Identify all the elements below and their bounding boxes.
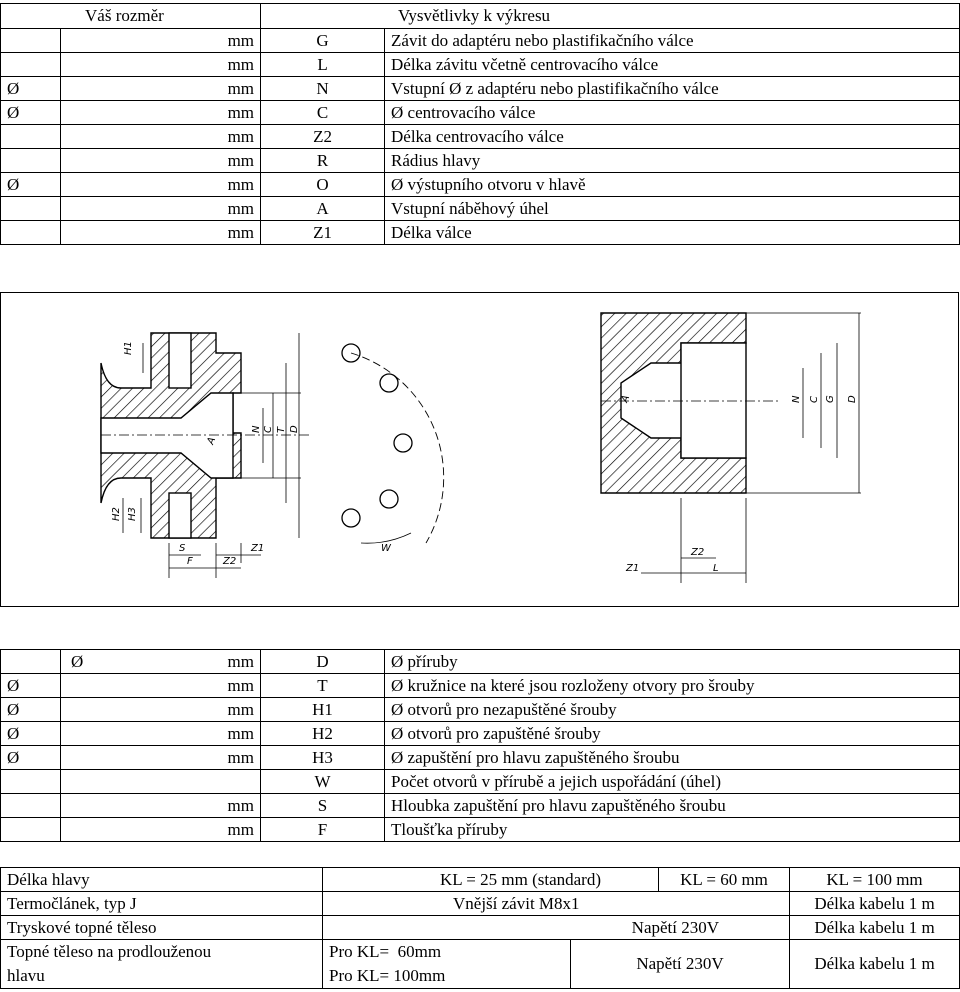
table-row bbox=[1, 818, 960, 842]
unit-cell: mm bbox=[61, 173, 261, 197]
thermocouple-thread: Vnější závit M8x1 bbox=[323, 892, 790, 916]
flange-dimension-table bbox=[0, 649, 960, 842]
description-cell: Závit do adaptéru nebo plastifikačního válce bbox=[385, 29, 960, 53]
diameter-cell bbox=[1, 125, 61, 149]
extended-head-cable: Délka kabelu 1 m bbox=[790, 940, 960, 989]
nozzle-heater-label: Tryskové topné těleso bbox=[1, 916, 323, 940]
unit-cell: mm bbox=[61, 101, 261, 125]
diameter-cell bbox=[1, 794, 61, 818]
code-cell: R bbox=[261, 149, 385, 173]
table-row bbox=[1, 125, 960, 149]
description-cell: Rádius hlavy bbox=[385, 149, 960, 173]
head-length-label: Délka hlavy bbox=[1, 868, 323, 892]
table-row bbox=[1, 746, 960, 770]
description-cell: Ø příruby bbox=[385, 650, 960, 674]
description-cell: Ø zapuštění pro hlavu zapuštěného šroubu bbox=[385, 746, 960, 770]
extended-head-voltage: Napětí 230V bbox=[571, 940, 790, 989]
unit-cell: mm bbox=[61, 698, 261, 722]
table-row bbox=[1, 770, 960, 794]
nozzle-heater-cable: Délka kabelu 1 m bbox=[790, 916, 960, 940]
description-cell: Ø otvorů pro nezapuštěné šrouby bbox=[385, 698, 960, 722]
thermocouple-cable: Délka kabelu 1 m bbox=[790, 892, 960, 916]
table-row bbox=[1, 77, 960, 101]
label-h2: H2 bbox=[111, 507, 122, 521]
label-s: S bbox=[179, 543, 186, 554]
code-cell: A bbox=[261, 197, 385, 221]
label-h1: H1 bbox=[123, 341, 134, 355]
label-z1-right: Z1 bbox=[626, 563, 640, 574]
unit-cell: mm bbox=[61, 818, 261, 842]
diameter-cell bbox=[1, 197, 61, 221]
label-w: W bbox=[381, 543, 391, 554]
description-cell: Délka válce bbox=[385, 221, 960, 245]
code-cell: G bbox=[261, 29, 385, 53]
top-dimension-table bbox=[0, 3, 960, 245]
kl-100-length: Pro KL= 100mm bbox=[329, 966, 446, 985]
label-c-right: C bbox=[809, 396, 820, 403]
table-row bbox=[1, 722, 960, 746]
table-row bbox=[1, 698, 960, 722]
technical-drawing bbox=[0, 292, 959, 607]
label-z2: Z2 bbox=[223, 556, 237, 567]
description-cell: Ø centrovacího válce bbox=[385, 101, 960, 125]
unit-cell: mm bbox=[61, 77, 261, 101]
description-cell: Délka centrovacího válce bbox=[385, 125, 960, 149]
description-cell: Ø výstupního otvoru v hlavě bbox=[385, 173, 960, 197]
diameter-cell bbox=[1, 53, 61, 77]
table-row bbox=[1, 29, 960, 53]
label-c: C bbox=[263, 426, 274, 433]
table-row bbox=[1, 916, 960, 940]
unit-cell: mm bbox=[61, 722, 261, 746]
thermocouple-label: Termočlánek, typ J bbox=[1, 892, 323, 916]
bolt-hole bbox=[394, 434, 412, 452]
extended-head-kl-cell bbox=[323, 940, 571, 989]
code-cell: S bbox=[261, 794, 385, 818]
bolt-circle-view bbox=[342, 344, 444, 543]
flange-section-view bbox=[101, 333, 311, 578]
code-cell: D bbox=[261, 650, 385, 674]
unit-cell: mm bbox=[61, 221, 261, 245]
code-cell: O bbox=[261, 173, 385, 197]
label-d: D bbox=[289, 425, 300, 433]
drawing-svg bbox=[1, 293, 958, 606]
diameter-cell: Ø bbox=[1, 722, 61, 746]
header-your-dimension: Váš rozměr bbox=[1, 4, 261, 29]
unit-cell bbox=[61, 770, 261, 794]
diameter-cell bbox=[1, 29, 61, 53]
description-cell: Vstupní Ø z adaptéru nebo plastifikačního válce bbox=[385, 77, 960, 101]
unit-cell: mm bbox=[61, 53, 261, 77]
label-h3: H3 bbox=[127, 507, 138, 521]
bolt-hole bbox=[342, 509, 360, 527]
diameter-cell bbox=[1, 818, 61, 842]
description-cell: Délka závitu včetně centrovacího válce bbox=[385, 53, 960, 77]
diameter-cell bbox=[1, 770, 61, 794]
description-cell: Počet otvorů v přírubě a jejich uspořádání (úhel) bbox=[385, 770, 960, 794]
kl-60-length: Pro KL= 60mm bbox=[329, 942, 442, 961]
table-row bbox=[1, 173, 960, 197]
description-cell: Hloubka zapuštění pro hlavu zapuštěného šroubu bbox=[385, 794, 960, 818]
adapter-section-view bbox=[601, 313, 861, 583]
code-cell: H1 bbox=[261, 698, 385, 722]
unit-cell: mm bbox=[61, 197, 261, 221]
code-cell: H2 bbox=[261, 722, 385, 746]
label-n-right: N bbox=[791, 395, 802, 403]
header-drawing-legend: Vysvětlivky k výkresu bbox=[261, 4, 960, 29]
label-d-right: D bbox=[847, 395, 858, 403]
unit-cell: mm bbox=[61, 650, 261, 674]
kl-60-option: KL = 60 mm bbox=[659, 868, 790, 892]
label-a-right: A bbox=[619, 393, 633, 405]
diameter-cell: Ø bbox=[1, 77, 61, 101]
unit-cell: mm bbox=[61, 125, 261, 149]
diameter-cell bbox=[1, 149, 61, 173]
code-cell: T bbox=[261, 674, 385, 698]
table-row bbox=[1, 197, 960, 221]
unit-cell: mm bbox=[61, 29, 261, 53]
kl-25-option: KL = 25 mm (standard) bbox=[323, 868, 659, 892]
unit-cell: mm bbox=[61, 149, 261, 173]
table-row bbox=[1, 794, 960, 818]
table-row bbox=[1, 940, 960, 989]
diameter-cell bbox=[1, 221, 61, 245]
diameter-cell: Ø bbox=[1, 674, 61, 698]
diameter-cell: Ø bbox=[1, 101, 61, 125]
diameter-cell: Ø bbox=[1, 650, 61, 674]
bolt-hole bbox=[380, 490, 398, 508]
label-l-right: L bbox=[713, 563, 719, 574]
table-row bbox=[1, 53, 960, 77]
description-cell: Ø otvorů pro zapuštěné šrouby bbox=[385, 722, 960, 746]
label-n: N bbox=[251, 425, 262, 433]
description-cell: Ø kružnice na které jsou rozloženy otvory pro šrouby bbox=[385, 674, 960, 698]
code-cell: L bbox=[261, 53, 385, 77]
label-f: F bbox=[187, 556, 193, 567]
label-a: A bbox=[205, 435, 219, 447]
diameter-cell: Ø bbox=[1, 698, 61, 722]
table-row bbox=[1, 650, 960, 674]
diameter-cell: Ø bbox=[1, 746, 61, 770]
unit-cell: mm bbox=[61, 794, 261, 818]
label-z1: Z1 bbox=[251, 543, 265, 554]
options-table bbox=[0, 867, 960, 989]
kl-100-option: KL = 100 mm bbox=[790, 868, 960, 892]
code-cell: F bbox=[261, 818, 385, 842]
table-row bbox=[1, 868, 960, 892]
label-t: T bbox=[276, 426, 287, 433]
label-z2-right: Z2 bbox=[691, 547, 705, 558]
unit-cell: mm bbox=[61, 746, 261, 770]
code-cell: Z2 bbox=[261, 125, 385, 149]
table-row bbox=[1, 221, 960, 245]
code-cell: H3 bbox=[261, 746, 385, 770]
extended-head-heater-label: Topné těleso na prodlouženou hlavu bbox=[1, 940, 323, 989]
code-cell: W bbox=[261, 770, 385, 794]
nozzle-heater-voltage: Napětí 230V bbox=[323, 916, 790, 940]
code-cell: C bbox=[261, 101, 385, 125]
unit-cell: mm bbox=[61, 674, 261, 698]
table-row bbox=[1, 674, 960, 698]
description-cell: Tloušťka příruby bbox=[385, 818, 960, 842]
table-row bbox=[1, 149, 960, 173]
description-cell: Vstupní náběhový úhel bbox=[385, 197, 960, 221]
bolt-hole bbox=[380, 374, 398, 392]
table-row bbox=[1, 892, 960, 916]
table-row bbox=[1, 101, 960, 125]
table-header-row bbox=[1, 4, 960, 29]
label-g-right: G bbox=[825, 395, 836, 403]
code-cell: N bbox=[261, 77, 385, 101]
diameter-cell: Ø bbox=[1, 173, 61, 197]
code-cell: Z1 bbox=[261, 221, 385, 245]
